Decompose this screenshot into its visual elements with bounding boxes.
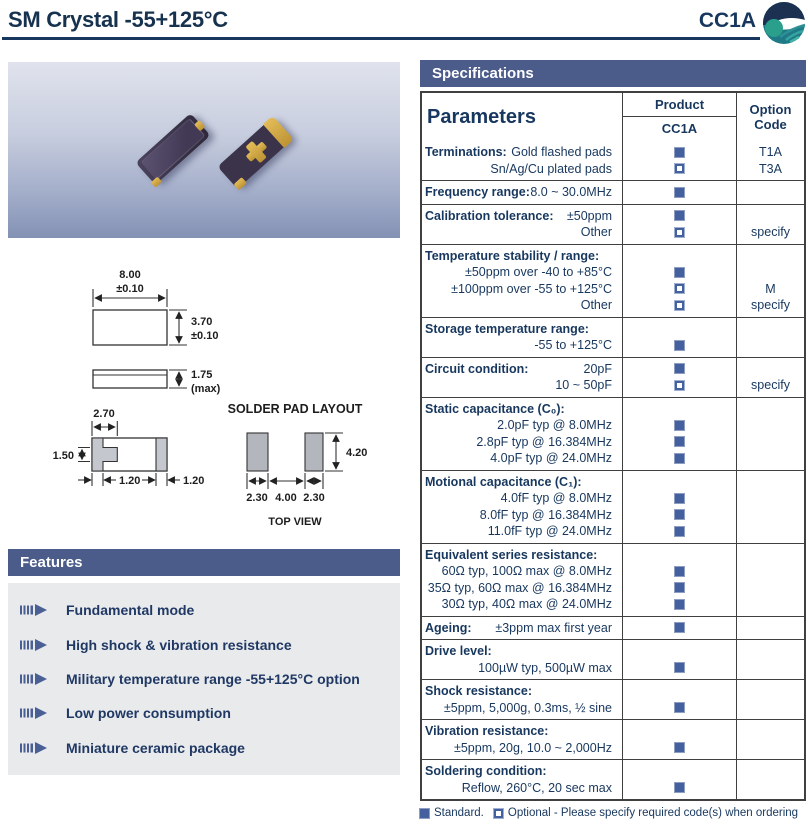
product-mark-cell bbox=[622, 398, 736, 470]
standard-mark bbox=[675, 527, 684, 536]
dim-pad-b-width: 1.20 bbox=[183, 475, 205, 487]
standard-mark bbox=[675, 567, 684, 576]
feature-item bbox=[18, 671, 400, 687]
dim-land-height: 4.20 bbox=[346, 447, 368, 459]
option-code-cell bbox=[736, 544, 804, 616]
standard-mark bbox=[675, 364, 684, 373]
optional-mark bbox=[675, 301, 684, 310]
feature-text: Military temperature range -55+125°C option bbox=[66, 670, 360, 687]
param-label: Static capacitance (C₀): bbox=[425, 401, 565, 416]
spec-row bbox=[422, 180, 804, 204]
dim-pad-extent: 2.70 bbox=[93, 408, 115, 420]
spec-row bbox=[422, 470, 804, 543]
param-value: 35Ω typ, 60Ω max @ 16.384MHz bbox=[427, 580, 612, 595]
option-code-cell bbox=[736, 617, 804, 640]
standard-mark bbox=[675, 583, 684, 592]
dim-pad-a-width: 1.20 bbox=[119, 475, 141, 487]
product-mark-cell bbox=[622, 640, 736, 679]
left-column bbox=[8, 62, 400, 775]
specifications-header bbox=[420, 60, 806, 87]
arrow-bullet-icon bbox=[20, 673, 50, 685]
crystal-package-top-view bbox=[135, 113, 210, 185]
standard-mark bbox=[675, 454, 684, 463]
param-value: 8.0fF typ @ 16.384MHz bbox=[479, 507, 612, 522]
spec-row bbox=[422, 543, 804, 616]
product-mark-cell bbox=[622, 680, 736, 719]
option-code-cell bbox=[736, 720, 804, 759]
dim-tab-height: 1.50 bbox=[52, 450, 74, 462]
standard-mark bbox=[675, 268, 684, 277]
standard-mark bbox=[675, 510, 684, 519]
option-code-cell bbox=[736, 398, 804, 470]
param-value: 2.8pF typ @ 16.384MHz bbox=[476, 434, 612, 449]
parameters-header-cell bbox=[422, 93, 622, 141]
spec-row bbox=[422, 679, 804, 719]
param-value: 100µW typ, 500µW max bbox=[478, 660, 612, 675]
option-code-cell bbox=[736, 680, 804, 719]
param-value: Other bbox=[580, 298, 612, 313]
dimension-drawings bbox=[8, 250, 400, 540]
param-label: Circuit condition: bbox=[425, 361, 529, 376]
option-code-header-cell bbox=[736, 93, 804, 141]
dim-thickness-note: (max) bbox=[191, 383, 221, 395]
bottom-pad-right bbox=[156, 438, 167, 471]
dim-width: 8.00 bbox=[119, 269, 141, 281]
standard-mark bbox=[675, 623, 684, 632]
parameter-cell bbox=[422, 398, 622, 470]
document-header bbox=[0, 0, 808, 46]
spec-row bbox=[422, 397, 804, 470]
param-value: Sn/Ag/Cu plated pads bbox=[490, 161, 612, 176]
param-value: 60Ω typ, 100Ω max @ 8.0MHz bbox=[441, 564, 612, 579]
spec-row bbox=[422, 639, 804, 679]
param-label: Drive level: bbox=[425, 644, 492, 659]
spec-row bbox=[422, 141, 804, 180]
option-code: T1A bbox=[759, 145, 782, 160]
spec-row bbox=[422, 719, 804, 759]
option-code-cell bbox=[736, 181, 804, 204]
param-value: 30Ω typ, 40Ω max @ 24.0MHz bbox=[441, 597, 612, 612]
product-photo bbox=[8, 62, 400, 238]
optional-mark bbox=[675, 381, 684, 390]
parameter-cell bbox=[422, 181, 622, 204]
param-label: Ageing: bbox=[425, 620, 472, 635]
param-value: -55 to +125°C bbox=[534, 338, 612, 353]
parameter-cell bbox=[422, 318, 622, 357]
product-mark-cell bbox=[622, 358, 736, 397]
dim-thickness: 1.75 bbox=[191, 369, 213, 381]
param-value: 11.0fF typ @ 24.0MHz bbox=[487, 524, 612, 539]
spec-table bbox=[420, 91, 806, 801]
option-code: specify bbox=[751, 378, 790, 393]
package-outline bbox=[93, 310, 167, 345]
parameter-cell bbox=[422, 245, 622, 317]
arrow-bullet-icon bbox=[20, 604, 50, 616]
parameter-cell bbox=[422, 141, 622, 180]
standard-mark bbox=[675, 743, 684, 752]
feature-item bbox=[18, 637, 400, 653]
specifications-column bbox=[420, 60, 806, 819]
param-value: 4.0fF typ @ 8.0MHz bbox=[500, 491, 612, 506]
param-value: 8.0 ~ 30.0MHz bbox=[530, 185, 612, 200]
parameter-cell bbox=[422, 640, 622, 679]
legend-standard-label: Standard. bbox=[434, 807, 484, 819]
spec-row bbox=[422, 616, 804, 640]
param-label: Terminations: bbox=[425, 145, 507, 160]
gold-end-pad bbox=[263, 116, 294, 148]
feature-text: High shock & vibration resistance bbox=[66, 636, 292, 653]
optional-mark bbox=[675, 164, 684, 173]
product-header-label: Product bbox=[623, 93, 736, 117]
land-pad-right bbox=[305, 433, 323, 471]
option-code: T3A bbox=[759, 161, 782, 176]
product-mark-cell bbox=[622, 141, 736, 180]
option-code-header-label: Option Code bbox=[749, 102, 792, 132]
param-value: Reflow, 260°C, 20 sec max bbox=[461, 780, 612, 795]
feature-text: Fundamental mode bbox=[66, 602, 195, 619]
param-label: Motional capacitance (C₁): bbox=[425, 474, 582, 489]
param-value: 2.0pF typ @ 8.0MHz bbox=[497, 418, 612, 433]
crystal-package-bottom-view bbox=[217, 117, 292, 189]
arrow-bullet-icon bbox=[20, 639, 50, 651]
param-value: Gold flashed pads bbox=[511, 145, 612, 160]
spec-table-header-row bbox=[422, 93, 804, 141]
parameter-cell bbox=[422, 358, 622, 397]
feature-item bbox=[18, 602, 400, 618]
parameter-cell bbox=[422, 680, 622, 719]
product-mark-cell bbox=[622, 205, 736, 244]
product-code: CC1A bbox=[698, 9, 756, 32]
optional-mark bbox=[675, 228, 684, 237]
features-header bbox=[8, 549, 400, 576]
option-code-cell bbox=[736, 205, 804, 244]
spec-row bbox=[422, 204, 804, 244]
standard-mark bbox=[675, 663, 684, 672]
dim-land-gap: 4.00 bbox=[275, 492, 297, 504]
spec-row bbox=[422, 759, 804, 799]
param-value: ±5ppm, 20g, 10.0 ~ 2,000Hz bbox=[453, 740, 612, 755]
option-code-cell bbox=[736, 640, 804, 679]
option-code-cell bbox=[736, 318, 804, 357]
standard-mark bbox=[675, 188, 684, 197]
standard-mark bbox=[675, 211, 684, 220]
dim-height-tol: ±0.10 bbox=[191, 330, 219, 342]
param-value: 20pF bbox=[583, 361, 612, 376]
product-mark-cell bbox=[622, 245, 736, 317]
parameter-cell bbox=[422, 617, 622, 640]
spec-row bbox=[422, 244, 804, 317]
dim-land-right: 2.30 bbox=[303, 492, 325, 504]
spec-row bbox=[422, 357, 804, 397]
standard-mark bbox=[675, 600, 684, 609]
standard-mark bbox=[675, 437, 684, 446]
standard-mark bbox=[675, 703, 684, 712]
standard-mark bbox=[675, 148, 684, 157]
product-mark-cell bbox=[622, 471, 736, 543]
param-value: ±50ppm over -40 to +85°C bbox=[464, 265, 612, 280]
param-value: 10 ~ 50pF bbox=[555, 378, 612, 393]
parameter-cell bbox=[422, 544, 622, 616]
page-title: SM Crystal -55+125°C bbox=[8, 7, 228, 32]
company-logo-icon bbox=[762, 1, 806, 45]
optional-mark bbox=[675, 284, 684, 293]
standard-mark-icon bbox=[420, 809, 429, 818]
param-value: 4.0pF typ @ 24.0MHz bbox=[490, 451, 612, 466]
feature-text: Low power consumption bbox=[66, 705, 231, 722]
header-divider bbox=[2, 37, 760, 40]
product-header-cell bbox=[622, 93, 736, 141]
parameter-cell bbox=[422, 471, 622, 543]
feature-text: Miniature ceramic package bbox=[66, 739, 245, 756]
standard-mark bbox=[675, 421, 684, 430]
legend bbox=[420, 807, 806, 819]
product-mark-cell bbox=[622, 544, 736, 616]
dim-width-tol: ±0.10 bbox=[116, 283, 144, 295]
param-label: Soldering condition: bbox=[425, 764, 547, 779]
parameter-cell bbox=[422, 760, 622, 799]
product-mark-cell bbox=[622, 760, 736, 799]
product-mark-cell bbox=[622, 181, 736, 204]
product-code-label: CC1A bbox=[661, 121, 698, 136]
parameter-cell bbox=[422, 205, 622, 244]
option-code-cell bbox=[736, 358, 804, 397]
param-label: Equivalent series resistance: bbox=[425, 547, 598, 562]
spec-row bbox=[422, 317, 804, 357]
standard-mark bbox=[675, 341, 684, 350]
legend-optional-label: Optional - Please specify required code(s) when ordering bbox=[507, 807, 799, 819]
dim-land-left: 2.30 bbox=[246, 492, 268, 504]
dim-height: 3.70 bbox=[191, 316, 213, 328]
param-value: ±50ppm bbox=[566, 208, 612, 223]
gold-pad bbox=[151, 177, 162, 188]
product-mark-cell bbox=[622, 617, 736, 640]
gold-pad bbox=[234, 177, 248, 190]
feature-item bbox=[18, 740, 400, 756]
param-value: ±5ppm, 5,000g, 0.3ms, ½ sine bbox=[443, 700, 612, 715]
land-pad-left bbox=[247, 433, 268, 471]
optional-mark-icon bbox=[494, 809, 503, 818]
param-label: Temperature stability / range: bbox=[425, 248, 600, 263]
option-code-cell bbox=[736, 760, 804, 799]
option-code-cell bbox=[736, 245, 804, 317]
option-code: specify bbox=[751, 225, 790, 240]
option-code: M bbox=[765, 281, 776, 296]
option-code-cell bbox=[736, 141, 804, 180]
param-label: Shock resistance: bbox=[425, 684, 532, 699]
param-value: Other bbox=[580, 225, 612, 240]
standard-mark bbox=[675, 783, 684, 792]
standard-mark bbox=[675, 494, 684, 503]
parameter-cell bbox=[422, 720, 622, 759]
feature-item bbox=[18, 705, 400, 721]
arrow-bullet-icon bbox=[20, 707, 50, 719]
specifications-title: Specifications bbox=[432, 65, 534, 82]
product-mark-cell bbox=[622, 720, 736, 759]
param-value: ±100ppm over -55 to +125°C bbox=[451, 281, 612, 296]
arrow-bullet-icon bbox=[20, 742, 50, 754]
features-title: Features bbox=[20, 554, 83, 571]
parameters-header-label: Parameters bbox=[427, 105, 536, 128]
param-value: ±3ppm max first year bbox=[495, 620, 612, 635]
option-code: specify bbox=[751, 298, 790, 313]
features-list bbox=[8, 583, 400, 775]
package-side-outline bbox=[93, 370, 167, 388]
product-mark-cell bbox=[622, 318, 736, 357]
top-view-label: TOP VIEW bbox=[268, 516, 322, 528]
param-label: Frequency range: bbox=[425, 185, 530, 200]
option-code-cell bbox=[736, 471, 804, 543]
param-label: Calibration tolerance: bbox=[425, 208, 554, 223]
param-label: Vibration resistance: bbox=[425, 724, 549, 739]
solder-pad-layout-title: SOLDER PAD LAYOUT bbox=[227, 402, 363, 416]
param-label: Storage temperature range: bbox=[425, 321, 589, 336]
